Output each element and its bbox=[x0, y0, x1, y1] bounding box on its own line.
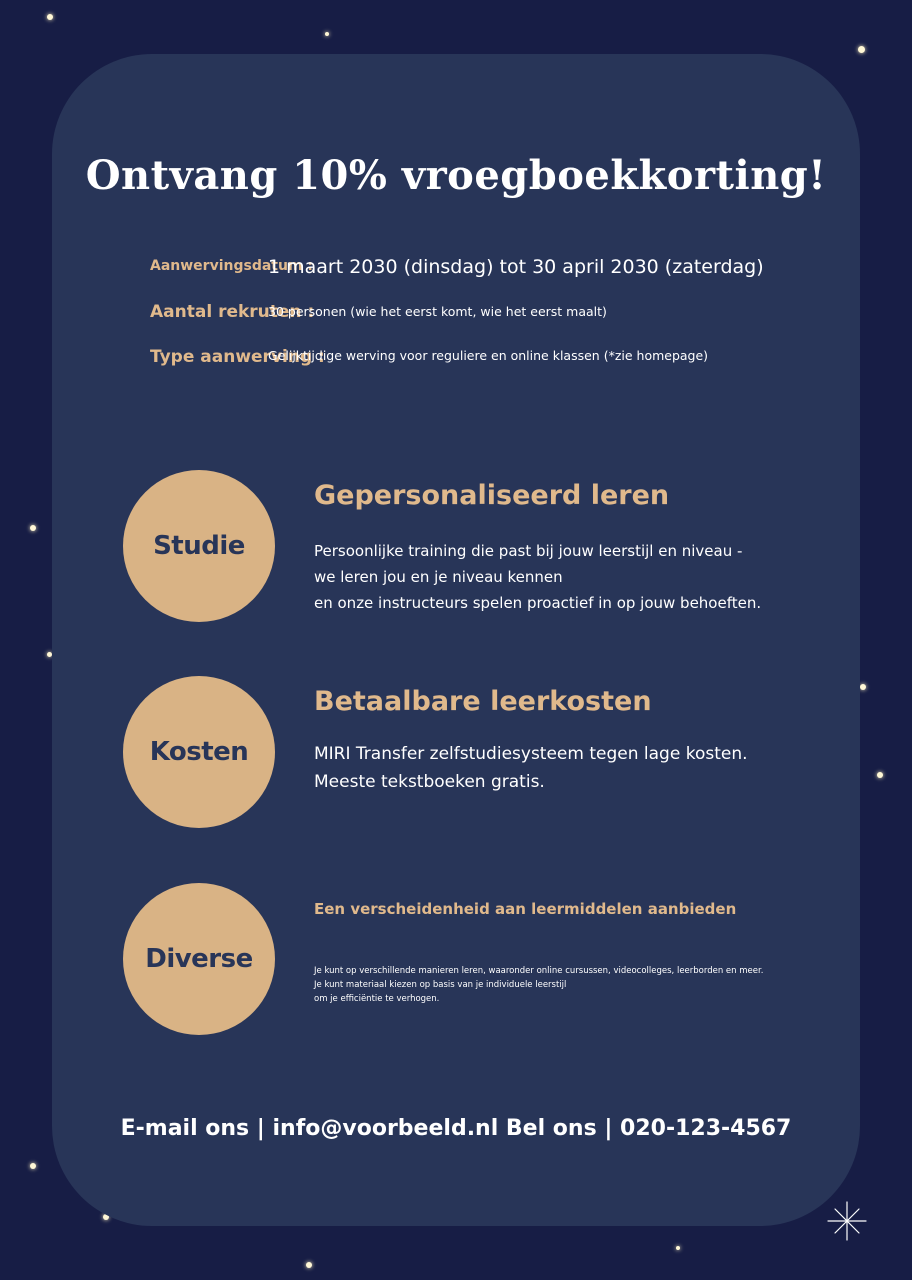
content-panel bbox=[52, 54, 860, 1226]
feature-text-costs: MIRI Transfer zelfstudiesysteem tegen lage kosten. Meeste tekstboeken gratis. bbox=[314, 744, 748, 792]
star-dot bbox=[877, 772, 883, 778]
contact-line: E-mail ons | info@voorbeeld.nl Bel ons | 020-123-4567 bbox=[120, 1116, 792, 1141]
info-value-date: 1 maart 2030 (dinsdag) tot 30 april 2030 (zaterdag) bbox=[268, 256, 764, 278]
page-title: Ontvang 10% vroegboekkorting! bbox=[85, 152, 827, 199]
badge-diverse: Diverse bbox=[123, 883, 275, 1035]
star-dot bbox=[30, 525, 36, 531]
info-label-date: Aanwervingsdatum : bbox=[150, 258, 314, 274]
feature-text-personalized: Persoonlijke training die past bij jouw leerstijl en niveau - we leren jou en je niveau kennen en onze instructeurs spelen proactief in op jouw behoeften. bbox=[314, 542, 762, 612]
star-dot bbox=[676, 1246, 680, 1250]
badge-studie: Studie bbox=[123, 470, 275, 622]
star-dot bbox=[325, 32, 329, 36]
star-dot bbox=[858, 46, 865, 53]
star-dot bbox=[860, 684, 866, 690]
star-dot bbox=[306, 1262, 312, 1268]
star-dot bbox=[47, 14, 53, 20]
feature-title-resources: Een verscheidenheid aan leermiddelen aanbieden bbox=[314, 900, 737, 918]
info-label-type: Type aanwerving : bbox=[150, 347, 325, 367]
feature-title-personalized: Gepersonaliseerd leren bbox=[314, 480, 670, 511]
feature-text-resources: Je kunt op verschillende manieren leren, waaronder online cursussen, videocolleges, leerborden en meer. Je kunt materiaal kiezen op basis van je individuele leerstijl om je efficiëntie te verhogen. bbox=[314, 966, 764, 1004]
info-label-recruits: Aantal rekruten : bbox=[150, 302, 315, 322]
info-value-recruits: 30 personen (wie het eerst komt, wie het eerst maalt) bbox=[268, 304, 607, 319]
info-value-type: Gelijktijdige werving voor reguliere en online klassen (*zie homepage) bbox=[268, 348, 709, 363]
sparkle-icon bbox=[826, 1200, 868, 1242]
feature-title-costs: Betaalbare leerkosten bbox=[314, 686, 652, 717]
star-dot bbox=[30, 1163, 36, 1169]
badge-kosten: Kosten bbox=[123, 676, 275, 828]
